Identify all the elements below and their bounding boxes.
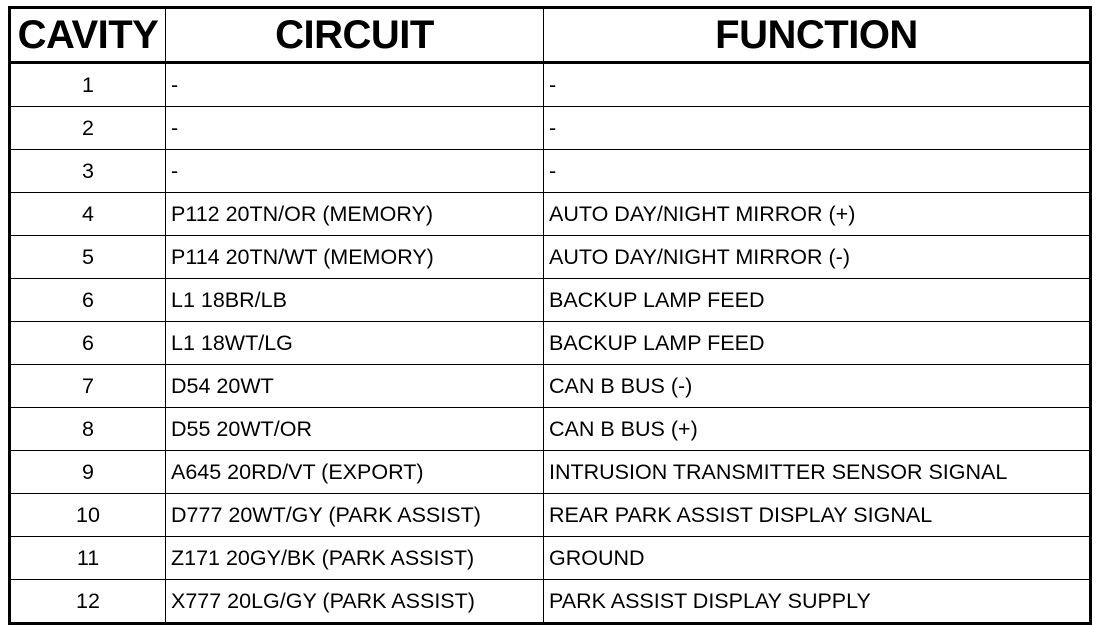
function-cell: CAN B BUS (+)	[544, 408, 1091, 451]
function-cell: BACKUP LAMP FEED	[544, 322, 1091, 365]
cavity-cell: 3	[10, 150, 166, 193]
circuit-cell: Z171 20GY/BK (PARK ASSIST)	[166, 537, 544, 580]
function-cell: AUTO DAY/NIGHT MIRROR (-)	[544, 236, 1091, 279]
table-row	[10, 193, 1091, 236]
cavity-cell: 5	[10, 236, 166, 279]
circuit-cell: -	[166, 63, 544, 107]
table-row	[10, 279, 1091, 322]
circuit-cell: P112 20TN/OR (MEMORY)	[166, 193, 544, 236]
function-cell: -	[544, 150, 1091, 193]
cavity-cell: 1	[10, 63, 166, 107]
table-row	[10, 107, 1091, 150]
function-cell: BACKUP LAMP FEED	[544, 279, 1091, 322]
header-circuit: CIRCUIT	[166, 8, 544, 63]
table-row	[10, 236, 1091, 279]
circuit-cell: A645 20RD/VT (EXPORT)	[166, 451, 544, 494]
cavity-cell: 12	[10, 580, 166, 624]
circuit-cell: L1 18WT/LG	[166, 322, 544, 365]
cavity-cell: 4	[10, 193, 166, 236]
table-row	[10, 494, 1091, 537]
cavity-cell: 7	[10, 365, 166, 408]
circuit-cell: L1 18BR/LB	[166, 279, 544, 322]
circuit-cell: D54 20WT	[166, 365, 544, 408]
cavity-cell: 8	[10, 408, 166, 451]
function-cell: -	[544, 63, 1091, 107]
circuit-cell: P114 20TN/WT (MEMORY)	[166, 236, 544, 279]
circuit-cell: -	[166, 107, 544, 150]
function-cell: INTRUSION TRANSMITTER SENSOR SIGNAL	[544, 451, 1091, 494]
table-row	[10, 580, 1091, 624]
table-body	[10, 63, 1091, 624]
table-row	[10, 408, 1091, 451]
function-cell: CAN B BUS (-)	[544, 365, 1091, 408]
table-header	[10, 8, 1091, 63]
cavity-cell: 6	[10, 279, 166, 322]
cavity-cell: 9	[10, 451, 166, 494]
cavity-cell: 6	[10, 322, 166, 365]
table-row	[10, 63, 1091, 107]
table-row	[10, 365, 1091, 408]
cavity-cell: 10	[10, 494, 166, 537]
cavity-cell: 2	[10, 107, 166, 150]
table-row	[10, 322, 1091, 365]
function-cell: PARK ASSIST DISPLAY SUPPLY	[544, 580, 1091, 624]
header-cavity: CAVITY	[10, 8, 166, 63]
table-row	[10, 150, 1091, 193]
cavity-cell: 11	[10, 537, 166, 580]
table-row	[10, 537, 1091, 580]
circuit-cell: -	[166, 150, 544, 193]
function-cell: REAR PARK ASSIST DISPLAY SIGNAL	[544, 494, 1091, 537]
circuit-cell: D55 20WT/OR	[166, 408, 544, 451]
circuit-cell: X777 20LG/GY (PARK ASSIST)	[166, 580, 544, 624]
function-cell: -	[544, 107, 1091, 150]
function-cell: GROUND	[544, 537, 1091, 580]
header-row	[10, 8, 1091, 63]
function-cell: AUTO DAY/NIGHT MIRROR (+)	[544, 193, 1091, 236]
table-row	[10, 451, 1091, 494]
connector-pinout-table	[8, 6, 1092, 625]
circuit-cell: D777 20WT/GY (PARK ASSIST)	[166, 494, 544, 537]
header-function: FUNCTION	[544, 8, 1091, 63]
